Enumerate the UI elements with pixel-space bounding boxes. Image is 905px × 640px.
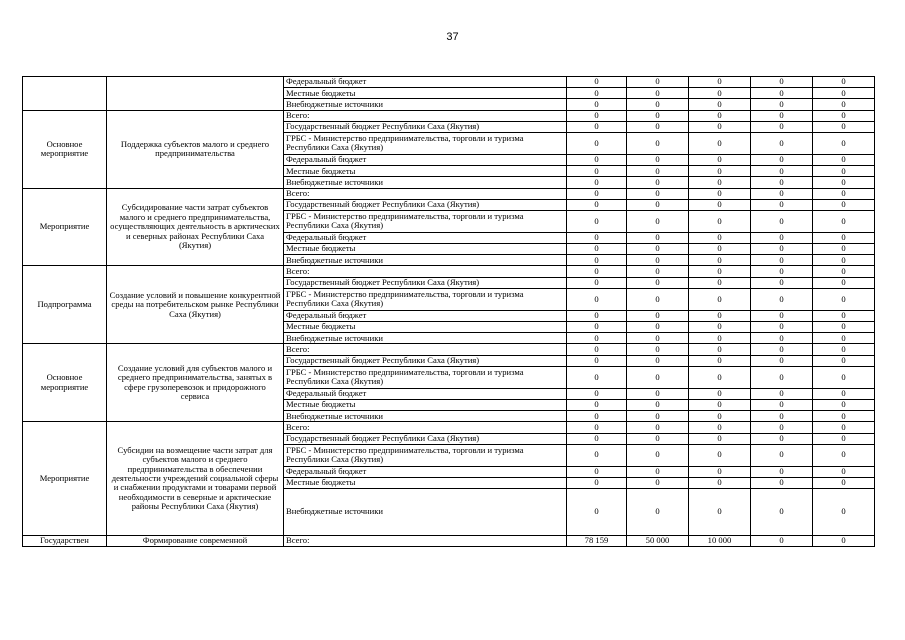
value-cell: 0: [689, 177, 751, 188]
value-cell: 0: [567, 210, 627, 232]
value-cell: 0: [751, 322, 813, 333]
funding-source-cell: Государственный бюджет Республики Саха (Якутия): [284, 121, 567, 132]
value-cell: 0: [567, 77, 627, 88]
value-cell: 0: [689, 399, 751, 410]
funding-source-cell: ГРБС - Министерство предпринимательства, торговли и туризма Республики Саха (Якутия): [284, 444, 567, 466]
value-cell: 0: [567, 188, 627, 199]
value-cell: 0: [689, 99, 751, 110]
value-cell: 0: [627, 121, 689, 132]
value-cell: 0: [751, 344, 813, 355]
funding-source-cell: Внебюджетные источники: [284, 489, 567, 536]
funding-source-cell: Всего:: [284, 266, 567, 277]
funding-source-cell: Всего:: [284, 344, 567, 355]
table-row: [23, 422, 875, 433]
value-cell: 0: [567, 310, 627, 321]
item-type-cell: Государствен: [23, 536, 107, 547]
value-cell: 0: [567, 344, 627, 355]
value-cell: 0: [751, 489, 813, 536]
value-cell: 0: [813, 266, 875, 277]
value-cell: 0: [813, 110, 875, 121]
funding-source-cell: Всего:: [284, 110, 567, 121]
value-cell: 0: [627, 366, 689, 388]
value-cell: 0: [627, 199, 689, 210]
value-cell: 0: [813, 177, 875, 188]
value-cell: 0: [751, 99, 813, 110]
value-cell: 0: [751, 132, 813, 154]
value-cell: 0: [689, 310, 751, 321]
item-name-cell: Формирование современной: [107, 536, 284, 547]
value-cell: 0: [813, 477, 875, 488]
value-cell: 0: [567, 99, 627, 110]
value-cell: 0: [567, 466, 627, 477]
value-cell: 0: [751, 399, 813, 410]
value-cell: 0: [689, 199, 751, 210]
value-cell: 0: [689, 477, 751, 488]
value-cell: 0: [751, 154, 813, 165]
value-cell: 0: [751, 177, 813, 188]
value-cell: 0: [627, 444, 689, 466]
value-cell: 0: [813, 132, 875, 154]
value-cell: 0: [751, 333, 813, 344]
item-name-cell: Создание условий и повышение конкурентной среды на потребительском рынке Республики Саха (Якутия): [107, 266, 284, 344]
funding-source-cell: Федеральный бюджет: [284, 232, 567, 243]
value-cell: 0: [813, 344, 875, 355]
value-cell: 0: [627, 266, 689, 277]
value-cell: 0: [689, 255, 751, 266]
item-type-cell: Мероприятие: [23, 422, 107, 536]
value-cell: 0: [813, 288, 875, 310]
value-cell: 0: [567, 355, 627, 366]
funding-source-cell: ГРБС - Министерство предпринимательства, торговли и туризма Республики Саха (Якутия): [284, 132, 567, 154]
item-type-cell: Основное мероприятие: [23, 110, 107, 188]
value-cell: 0: [751, 121, 813, 132]
value-cell: 0: [627, 110, 689, 121]
item-type-cell: Мероприятие: [23, 188, 107, 266]
value-cell: 0: [751, 277, 813, 288]
funding-source-cell: Внебюджетные источники: [284, 177, 567, 188]
value-cell: 0: [813, 310, 875, 321]
item-name-cell: Субсидирование части затрат субъектов малого и среднего предпринимательства, осуществляющих деятельность в арктических и северных районах Республики Саха (Якутия): [107, 188, 284, 266]
value-cell: 0: [689, 232, 751, 243]
value-cell: 0: [627, 411, 689, 422]
value-cell: 0: [567, 132, 627, 154]
funding-source-cell: Местные бюджеты: [284, 88, 567, 99]
value-cell: 0: [751, 288, 813, 310]
value-cell: 0: [813, 333, 875, 344]
table-row: [23, 344, 875, 355]
value-cell: 0: [627, 166, 689, 177]
funding-source-cell: Внебюджетные источники: [284, 255, 567, 266]
funding-source-cell: Государственный бюджет Республики Саха (Якутия): [284, 199, 567, 210]
value-cell: 0: [627, 255, 689, 266]
value-cell: 0: [751, 444, 813, 466]
value-cell: 0: [567, 110, 627, 121]
value-cell: 0: [751, 433, 813, 444]
value-cell: 0: [813, 166, 875, 177]
value-cell: 0: [627, 99, 689, 110]
value-cell: 0: [627, 310, 689, 321]
value-cell: 0: [567, 333, 627, 344]
value-cell: 0: [567, 411, 627, 422]
value-cell: 0: [813, 88, 875, 99]
value-cell: 0: [567, 255, 627, 266]
table-row: [23, 110, 875, 121]
funding-source-cell: Федеральный бюджет: [284, 154, 567, 165]
value-cell: 0: [567, 166, 627, 177]
funding-source-cell: Государственный бюджет Республики Саха (Якутия): [284, 433, 567, 444]
value-cell: 0: [813, 188, 875, 199]
value-cell: 0: [567, 322, 627, 333]
funding-source-cell: Государственный бюджет Республики Саха (Якутия): [284, 355, 567, 366]
funding-source-cell: ГРБС - Министерство предпринимательства, торговли и туризма Республики Саха (Якутия): [284, 366, 567, 388]
value-cell: 0: [627, 388, 689, 399]
value-cell: 0: [689, 77, 751, 88]
value-cell: 0: [627, 399, 689, 410]
value-cell: 0: [567, 388, 627, 399]
value-cell: 10 000: [689, 536, 751, 547]
value-cell: 0: [751, 166, 813, 177]
value-cell: 0: [689, 422, 751, 433]
value-cell: 0: [813, 411, 875, 422]
value-cell: 0: [813, 388, 875, 399]
value-cell: 0: [751, 88, 813, 99]
value-cell: 0: [813, 444, 875, 466]
value-cell: 0: [567, 399, 627, 410]
value-cell: 0: [627, 344, 689, 355]
value-cell: 0: [567, 121, 627, 132]
value-cell: 0: [751, 355, 813, 366]
value-cell: 0: [689, 110, 751, 121]
funding-source-cell: Всего:: [284, 188, 567, 199]
value-cell: 0: [567, 154, 627, 165]
value-cell: 0: [689, 355, 751, 366]
value-cell: 0: [751, 366, 813, 388]
funding-source-cell: Внебюджетные источники: [284, 333, 567, 344]
funding-source-cell: Местные бюджеты: [284, 166, 567, 177]
value-cell: 0: [689, 132, 751, 154]
funding-source-cell: ГРБС - Министерство предпринимательства, торговли и туризма Республики Саха (Якутия): [284, 288, 567, 310]
value-cell: 0: [567, 366, 627, 388]
item-name-cell: Создание условий для субъектов малого и среднего предпринимательства, занятых в сфере грузоперевозок и придорожного сервиса: [107, 344, 284, 422]
value-cell: 0: [689, 388, 751, 399]
budget-table: [22, 76, 875, 547]
value-cell: 0: [689, 489, 751, 536]
value-cell: 0: [627, 288, 689, 310]
value-cell: 0: [627, 422, 689, 433]
item-type-cell: Подпрограмма: [23, 266, 107, 344]
item-type-cell: [23, 77, 107, 111]
value-cell: 0: [689, 266, 751, 277]
value-cell: 0: [751, 255, 813, 266]
value-cell: 0: [813, 277, 875, 288]
table-row: [23, 266, 875, 277]
value-cell: 0: [813, 433, 875, 444]
value-cell: 0: [627, 188, 689, 199]
value-cell: 0: [627, 154, 689, 165]
funding-source-cell: Внебюджетные источники: [284, 99, 567, 110]
funding-source-cell: Местные бюджеты: [284, 244, 567, 255]
value-cell: 0: [567, 266, 627, 277]
value-cell: 0: [627, 177, 689, 188]
value-cell: 0: [689, 188, 751, 199]
value-cell: 0: [751, 536, 813, 547]
value-cell: 0: [813, 536, 875, 547]
value-cell: 0: [813, 322, 875, 333]
value-cell: 0: [813, 210, 875, 232]
value-cell: 0: [813, 466, 875, 477]
value-cell: 0: [689, 277, 751, 288]
value-cell: 0: [567, 277, 627, 288]
item-name-cell: Субсидии на возмещение части затрат для субъектов малого и среднего предпринимательства в обеспечении деятельности учреждений социальной сферы и снабжении продуктами и товарами первой необходимости в северные и арктические районы Республики Саха (Якутия): [107, 422, 284, 536]
value-cell: 0: [567, 288, 627, 310]
value-cell: 0: [689, 88, 751, 99]
value-cell: 0: [627, 433, 689, 444]
funding-source-cell: Внебюджетные источники: [284, 411, 567, 422]
value-cell: 0: [627, 489, 689, 536]
value-cell: 0: [751, 388, 813, 399]
value-cell: 0: [751, 466, 813, 477]
value-cell: 0: [567, 199, 627, 210]
value-cell: 0: [751, 110, 813, 121]
value-cell: 0: [751, 422, 813, 433]
value-cell: 0: [751, 77, 813, 88]
funding-source-cell: Федеральный бюджет: [284, 466, 567, 477]
value-cell: 0: [627, 88, 689, 99]
value-cell: 0: [627, 322, 689, 333]
value-cell: 0: [689, 166, 751, 177]
value-cell: 0: [813, 244, 875, 255]
value-cell: 78 159: [567, 536, 627, 547]
value-cell: 0: [627, 333, 689, 344]
value-cell: 0: [689, 322, 751, 333]
value-cell: 0: [567, 244, 627, 255]
value-cell: 0: [567, 444, 627, 466]
value-cell: 0: [813, 154, 875, 165]
value-cell: 0: [751, 210, 813, 232]
value-cell: 0: [751, 310, 813, 321]
value-cell: 0: [689, 121, 751, 132]
value-cell: 0: [813, 199, 875, 210]
value-cell: 0: [627, 132, 689, 154]
value-cell: 0: [567, 88, 627, 99]
value-cell: 0: [689, 366, 751, 388]
funding-source-cell: ГРБС - Министерство предпринимательства, торговли и туризма Республики Саха (Якутия): [284, 210, 567, 232]
value-cell: 0: [689, 154, 751, 165]
funding-source-cell: Местные бюджеты: [284, 322, 567, 333]
value-cell: 0: [751, 188, 813, 199]
table-row: [23, 77, 875, 88]
value-cell: 0: [751, 232, 813, 243]
funding-source-cell: Федеральный бюджет: [284, 77, 567, 88]
funding-source-cell: Местные бюджеты: [284, 399, 567, 410]
value-cell: 0: [627, 477, 689, 488]
value-cell: 0: [689, 288, 751, 310]
item-name-cell: [107, 77, 284, 111]
value-cell: 0: [813, 99, 875, 110]
funding-source-cell: Государственный бюджет Республики Саха (Якутия): [284, 277, 567, 288]
funding-source-cell: Всего:: [284, 422, 567, 433]
value-cell: 0: [627, 244, 689, 255]
value-cell: 0: [813, 355, 875, 366]
value-cell: 0: [813, 121, 875, 132]
funding-source-cell: Федеральный бюджет: [284, 310, 567, 321]
value-cell: 0: [689, 333, 751, 344]
value-cell: 0: [751, 411, 813, 422]
value-cell: 0: [689, 411, 751, 422]
item-name-cell: Поддержка субъектов малого и среднего предпринимательства: [107, 110, 284, 188]
value-cell: 0: [813, 489, 875, 536]
value-cell: 0: [689, 433, 751, 444]
value-cell: 0: [751, 199, 813, 210]
value-cell: 0: [627, 466, 689, 477]
value-cell: 0: [689, 344, 751, 355]
value-cell: 0: [751, 244, 813, 255]
table-row: [23, 188, 875, 199]
funding-source-cell: Федеральный бюджет: [284, 388, 567, 399]
value-cell: 0: [813, 399, 875, 410]
value-cell: 0: [813, 255, 875, 266]
page-number: 37: [446, 31, 459, 43]
value-cell: 0: [567, 477, 627, 488]
funding-source-cell: Всего:: [284, 536, 567, 547]
value-cell: 0: [627, 210, 689, 232]
item-type-cell: Основное мероприятие: [23, 344, 107, 422]
value-cell: 0: [567, 177, 627, 188]
value-cell: 0: [567, 489, 627, 536]
value-cell: 0: [627, 232, 689, 243]
value-cell: 0: [689, 466, 751, 477]
value-cell: 0: [627, 77, 689, 88]
value-cell: 0: [689, 244, 751, 255]
value-cell: 0: [813, 232, 875, 243]
value-cell: 50 000: [627, 536, 689, 547]
value-cell: 0: [813, 77, 875, 88]
value-cell: 0: [689, 210, 751, 232]
value-cell: 0: [567, 422, 627, 433]
value-cell: 0: [567, 232, 627, 243]
value-cell: 0: [813, 422, 875, 433]
value-cell: 0: [813, 366, 875, 388]
value-cell: 0: [751, 266, 813, 277]
value-cell: 0: [689, 444, 751, 466]
funding-source-cell: Местные бюджеты: [284, 477, 567, 488]
table-body: [23, 77, 875, 547]
value-cell: 0: [751, 477, 813, 488]
table-row: [23, 536, 875, 547]
value-cell: 0: [627, 277, 689, 288]
value-cell: 0: [627, 355, 689, 366]
value-cell: 0: [567, 433, 627, 444]
